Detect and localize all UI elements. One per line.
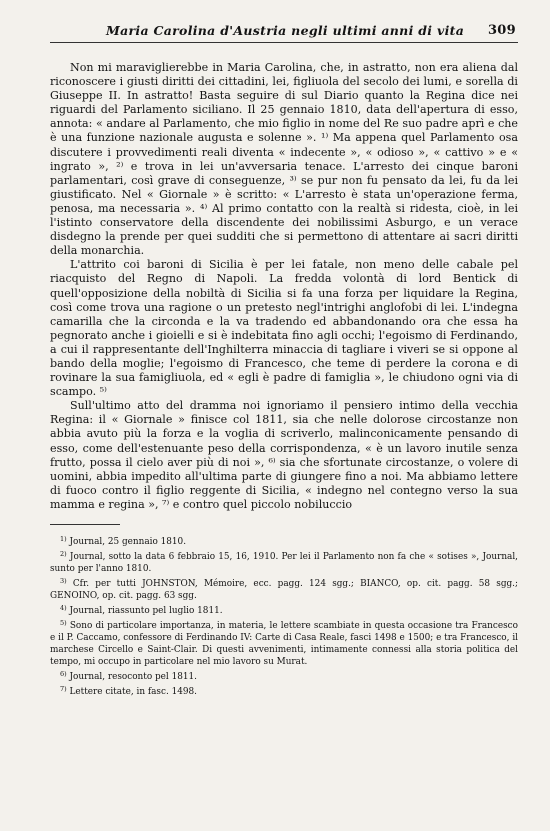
footnote [50, 533, 518, 548]
footnote-text: Journal, sotto la data 6 febbraio 15, 16, 1910. Per lei il Parlamento non fa che « sotises », Journal, sunto per l'anno 1810. [50, 552, 518, 574]
footnote-separator [50, 524, 120, 525]
paragraph-2: L'attrito coi baroni di Sicilia è per lei fatale, non meno delle cabale pel riacquisto del Regno di Napoli. La fredda volontà di lord Bentick di quell'opposizione della nobiltà di Sicilia si fa una forza per liquidare la Regina, così come trova una ragione o un pretesto negl'intrighi anglofobi di lei. L'indegna camarilla che la circonda e la va tradendo ed abbandonando ora che essa ha pegnorato anche i gioielli e si è indebitata fino agli occhi; l'egoismo di Ferdinando, a cui il rappresentante dell'Inghilterra minaccia di tagliare i viveri se si oppone al bando della moglie; l'egoismo di Francesco, che teme di perdere la corona e di rovinare la sua famigliuola, ed « egli è padre di famiglia », le chiudono ogni via di scampo. ⁵⁾ [50, 258, 518, 399]
footnote-text: Cfr. per tutti JOHNSTON, Mémoire, ecc. pagg. 124 sgg.; BIANCO, op. cit. pagg. 58 sgg.; GENOINO, op. cit. pagg. 63 sgg. [50, 579, 518, 601]
footnote [50, 548, 518, 575]
book-page [50, 20, 518, 698]
footnote-number: 1) [60, 535, 67, 543]
footnote [50, 602, 518, 617]
footnote [50, 668, 518, 683]
footnote-number: 5) [60, 619, 67, 627]
footnote-number: 6) [60, 670, 67, 678]
body-text [50, 61, 518, 512]
running-title: Maria Carolina d'Austria negli ultimi anni di vita [106, 23, 465, 38]
footnote-text: Sono di particolare importanza, in materia, le lettere scambiate in questa occasione tra Francesco e il P. Caccamo, confessore di Ferdinando IV: Carte di Casa Reale, fasci 1498 e 1500; e tra Francesco, il marchese Circello e Saint-Clair. Di questi avvenimenti, intimamente connessi alla storia politica del tempo, mi occupo in particolare nel mio lavoro su Murat. [50, 621, 518, 667]
footnote-number: 2) [60, 550, 67, 558]
footnote-number: 7) [60, 685, 67, 693]
footnote-number: 3) [60, 577, 67, 585]
footnote-text: Journal, riassunto pel luglio 1811. [69, 606, 223, 616]
footnote-text: Lettere citate, in fasc. 1498. [69, 687, 198, 697]
footnote-text: Journal, resoconto pel 1811. [69, 672, 198, 682]
running-header [50, 20, 518, 43]
footnotes [50, 533, 518, 698]
page-number: 309 [487, 23, 516, 38]
paragraph-1: Non mi maraviglierebbe in Maria Carolina, che, in astratto, non era aliena dal riconoscere i giusti diritti dei cittadini, lei, figliuola del secolo dei lumi, e sorella di Giuseppe II. In astratto! Basta seguire di sul Diario quanto la Regina dice nei riguardi del Parlamento siciliano. Il 25 gennaio 1810, data dell'apertura di esso, annota: « andare al Parlamento, che mio figlio in nome del Re suo padre aprì e che è una funzione nazionale augusta e solenne ». ¹⁾ Ma appena quel Parlamento osa discutere i provvedimenti reali diventa « indecente », « odioso », « cattivo » e « ingrato », ²⁾ e trova in lei un'avversaria tenace. L'arresto dei cinque baroni parlamentari, così grave di conseguenze, ³⁾ se pur non fu pensato da lei, fu da lei giustificato. Nel « Giornale » è scritto: « L'arresto è stata un'operazione ferma, penosa, ma necessaria ». ⁴⁾ Al primo contatto con la realtà si ridesta, cioè, in lei l'istinto conservatore della discendente dei nobilissimi Asburgo, e un verace disdegno la prende per quei sudditi che si permettono di attentare ai sacri diritti della monarchia. [50, 61, 518, 258]
footnote [50, 575, 518, 602]
footnote [50, 683, 518, 698]
footnote-number: 4) [60, 604, 67, 612]
footnote [50, 617, 518, 668]
paragraph-3: Sull'ultimo atto del dramma noi ignoriamo il pensiero intimo della vecchia Regina: il « Giornale » finisce col 1811, sia che nelle dolorose circostanze non abbia avuto più la forza e la voglia di scriverlo, malinconicamente pensando di esso, come dell'estenuante peso della corrispondenza, « è un lavoro inutile senza frutto, possa il cielo aver più di noi », ⁶⁾ sia che sfortunate circostanze, o volere di uomini, abbia impedito all'ultima parte di giungere fino a noi. Ma abbiamo lettere di fuoco contro il figlio reggente di Sicilia, « indegno nel contegno verso la sua mamma e regina », ⁷⁾ e contro quel piccolo nobiluccio [50, 399, 518, 511]
footnote-text: Journal, 25 gennaio 1810. [69, 537, 187, 547]
